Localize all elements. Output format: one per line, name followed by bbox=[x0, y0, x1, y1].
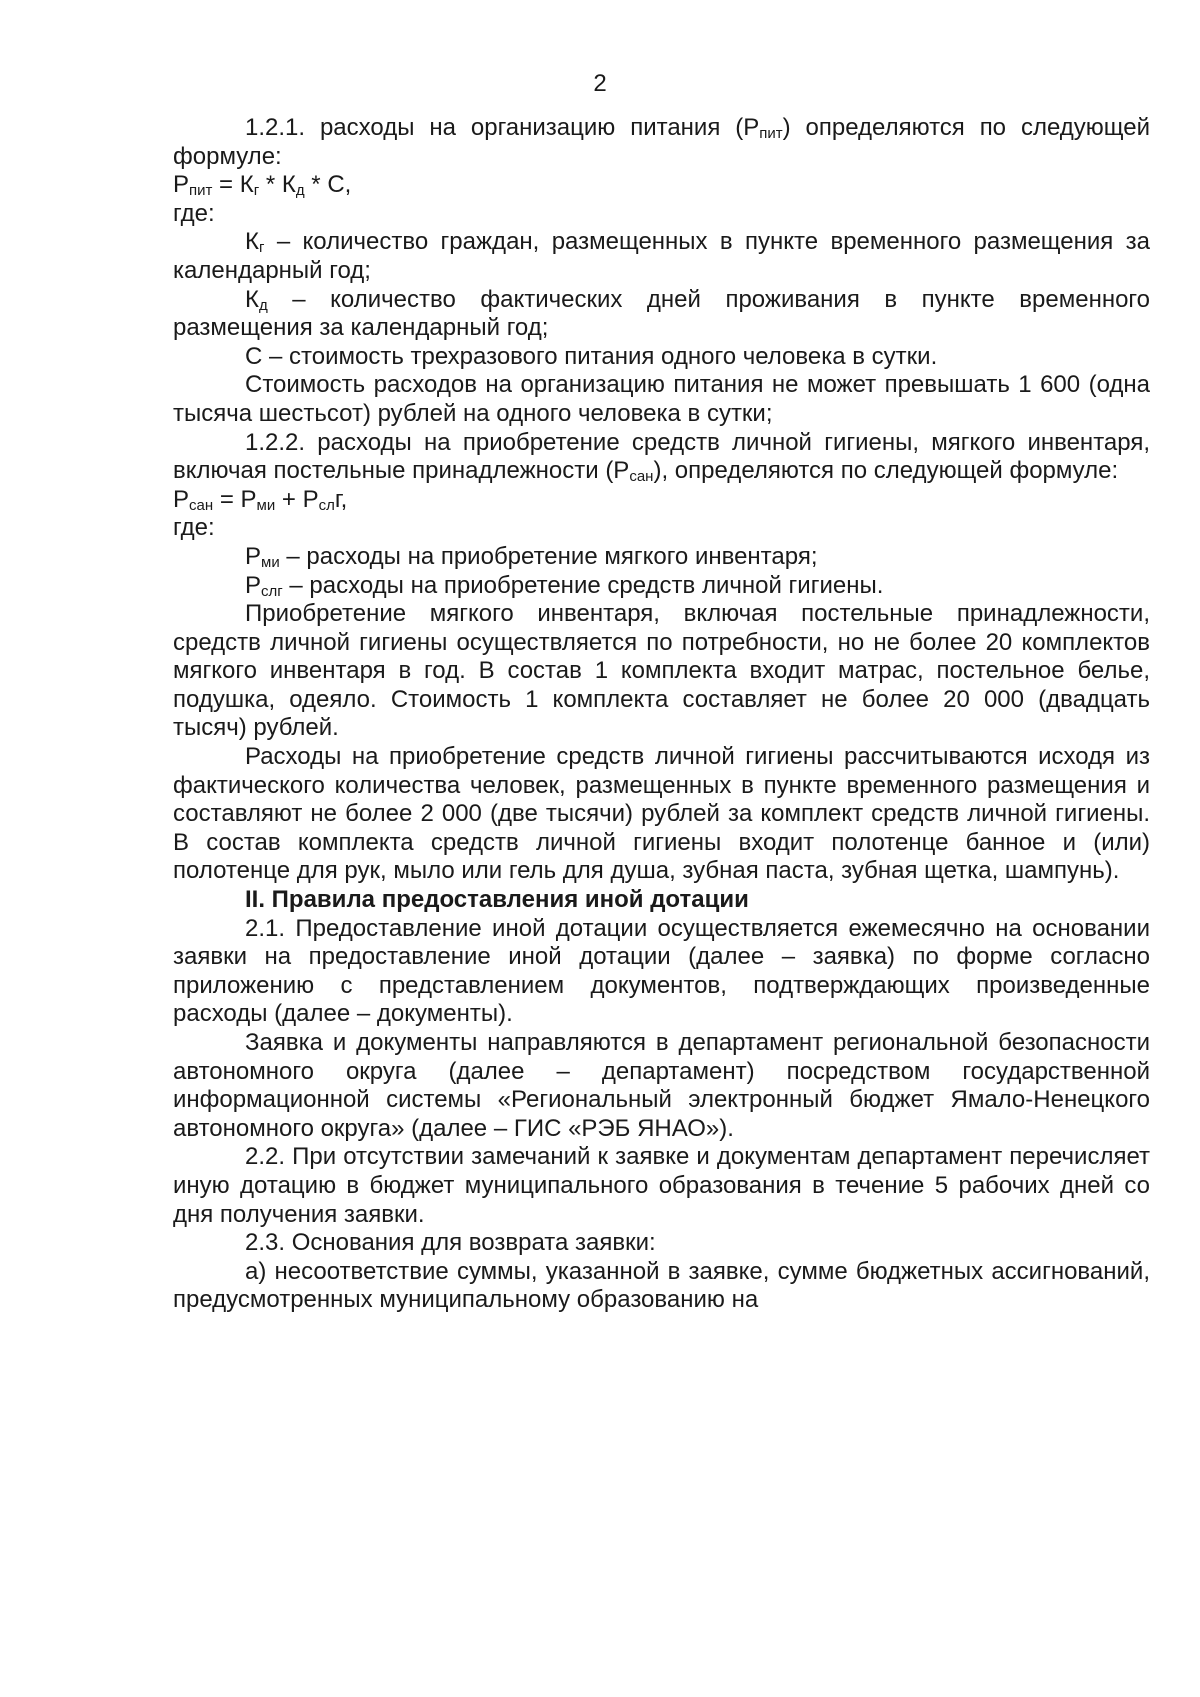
formula-food-expenses: $Р_{пит} = К_г * К_д * С$, bbox=[173, 171, 352, 200]
paragraph-1-2-2: 1.2.2. расходы на приобретение средств личной гигиены, мягкого инвентаря, включая постельные принадлежности $(Р_{сан})$, определяются по следующей формуле: bbox=[173, 428, 1150, 486]
paragraph-2-3-a: а) несоответствие суммы, указанной в заявке, сумме бюджетных ассигнований, предусмотренных муниципальному образованию на bbox=[173, 1257, 1150, 1314]
definition-c: С – стоимость трехразового питания одного человека в сутки. bbox=[245, 342, 938, 370]
where-label: где: bbox=[173, 514, 215, 542]
paragraph-soft-inventory: Приобретение мягкого инвентаря, включая постельные принадлежности, средств личной гигиены осуществляется по потребности, но не более 20 комплектов мягкого инвентаря в год. В состав 1 комплекта входит матрас, постельное белье, подушка, одеяло. Стоимость 1 комплекта составляет не более 20 000 (двадцать тысяч) рублей. bbox=[173, 600, 1150, 742]
paragraph-1-2-1: 1.2.1. расходы на организацию питания $(Р_{пит})$ определяются по следующей формуле: bbox=[173, 114, 1150, 170]
paragraph-food-limit: Стоимость расходов на организацию питания не может превышать 1 600 (одна тысяча шестьсот) рублей на одного человека в сутки; bbox=[173, 371, 1150, 427]
definition-kd: $К_д$ – количество фактических дней проживания в пункте временного размещения за календарный год; bbox=[173, 285, 1150, 342]
paragraph-hygiene: Расходы на приобретение средств личной гигиены рассчитываются исходя из фактического количества человек, размещенных в пункте временного размещения и составляют не более 2 000 (две тысячи) рублей за комплект средств личной гигиены. В состав комплекта средств личной гигиены входит полотенце банное и (или) полотенце для рук, мыло или гель для душа, зубная паста, зубная щетка, шампунь). bbox=[173, 743, 1150, 885]
formula-sanitary-expenses: $Р_{сан} = Р_{ми} + Р_{сл}г$, bbox=[173, 485, 348, 514]
definition-kg: $К_г$ – количество граждан, размещенных в пункте временного размещения за календарный год; bbox=[173, 228, 1150, 284]
paragraph-2-1-submission: Заявка и документы направляются в департамент региональной безопасности автономного округа (далее – департамент) посредством государственной информационной системы «Региональный электронный бюджет Ямало-Ненецкого автономного округа» (далее – ГИС «РЭБ ЯНАО»). bbox=[173, 1029, 1150, 1142]
paragraph-2-1: 2.1. Предоставление иной дотации осуществляется ежемесячно на основании заявки на предоставление иной дотации (далее – заявка) по форме согласно приложению с представлением документов, подтверждающих произведенные расходы (далее – документы). bbox=[173, 914, 1150, 1028]
paragraph-2-2: 2.2. При отсутствии замечаний к заявке и документам департамент перечисляет иную дотацию в бюджет муниципального образования в течение 5 рабочих дней со дня получения заявки. bbox=[173, 1143, 1150, 1228]
page-number: 2 bbox=[593, 70, 607, 97]
definition-rslg: $Р_{слг}$ – расходы на приобретение средств личной гигиены. bbox=[245, 571, 884, 600]
document-body bbox=[173, 114, 1150, 1315]
definition-rmi: $Р_{ми}$ – расходы на приобретение мягкого инвентаря; bbox=[245, 542, 818, 571]
section-heading: II. Правила предоставления иной дотации bbox=[245, 886, 749, 914]
where-label: где: bbox=[173, 199, 215, 227]
paragraph-2-3: 2.3. Основания для возврата заявки: bbox=[245, 1229, 656, 1257]
